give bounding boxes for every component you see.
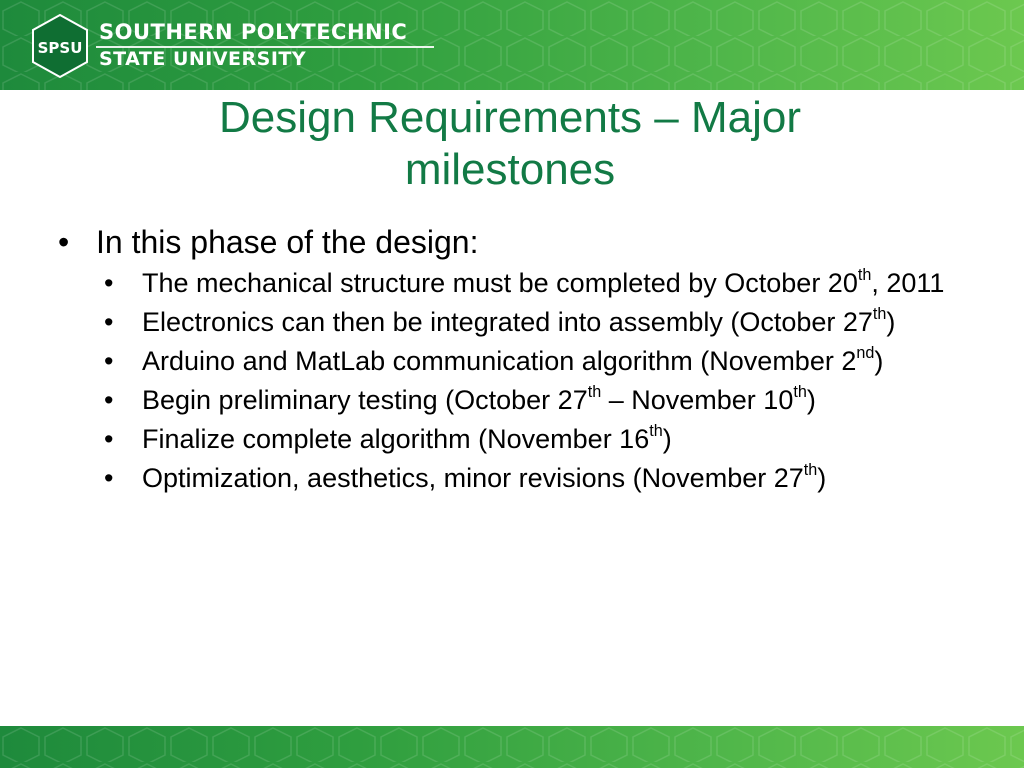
- milestone-text-part: ): [874, 346, 884, 376]
- main-bullet: [56, 222, 956, 262]
- milestone-list: [56, 264, 956, 497]
- footer-banner: [0, 726, 1024, 768]
- milestone-text-part: ): [806, 385, 816, 415]
- ordinal-suffix: th: [872, 304, 887, 323]
- milestone-text: [142, 265, 945, 298]
- hexagon-pattern-footer: [0, 726, 1024, 768]
- main-bullet-text: In this phase of the design:: [96, 224, 479, 260]
- milestone-text-part: Finalize complete algorithm (November 16: [142, 424, 650, 454]
- ordinal-suffix: nd: [856, 343, 875, 362]
- bullet-marker: •: [104, 463, 114, 493]
- milestone-item: [102, 381, 956, 419]
- slide-title-line1: Design Requirements – Major: [218, 93, 802, 142]
- milestone-item: [102, 342, 956, 380]
- milestone-text-part: , 2011: [871, 268, 945, 298]
- milestone-text: [142, 421, 672, 454]
- university-name-line2: STATE UNIVERSITY: [99, 48, 307, 70]
- milestone-text-part: ): [886, 307, 896, 337]
- bullet-marker: •: [58, 224, 70, 260]
- bullet-marker: •: [104, 385, 114, 415]
- ordinal-suffix: th: [587, 382, 602, 401]
- spsu-logo-icon: [28, 14, 92, 78]
- milestone-text: [142, 382, 816, 415]
- milestone-item: [102, 459, 956, 497]
- milestone-text-part: Optimization, aesthetics, minor revisions (November 27: [142, 463, 804, 493]
- slide-title-line2: milestones: [404, 145, 616, 194]
- milestone-text-part: Arduino and MatLab communication algorithm (November 2: [142, 346, 857, 376]
- milestone-text-part: ): [662, 424, 672, 454]
- milestone-text: [142, 460, 827, 493]
- logo-badge-text: SPSU: [37, 39, 83, 57]
- milestone-item: [102, 303, 956, 341]
- bullet-marker: •: [104, 307, 114, 337]
- ordinal-suffix: th: [649, 421, 663, 440]
- milestone-text-part: The mechanical structure must be completed by October 20: [142, 268, 858, 298]
- bullet-marker: •: [104, 346, 114, 376]
- ordinal-suffix: th: [857, 265, 872, 284]
- ordinal-suffix: th: [803, 460, 818, 479]
- milestone-text-part: Begin preliminary testing (October 27: [142, 385, 588, 415]
- milestone-text: [142, 343, 884, 376]
- bullet-marker: •: [104, 424, 114, 454]
- milestone-item: [102, 264, 956, 302]
- university-name-line1: SOUTHERN POLYTECHNIC: [99, 20, 408, 44]
- milestone-text-part: – November 10: [601, 385, 794, 415]
- university-name: [99, 20, 407, 70]
- header-banner: [0, 0, 1024, 90]
- milestone-text: [142, 304, 896, 337]
- milestone-text-part: ): [817, 463, 827, 493]
- slide-body: [56, 222, 956, 498]
- ordinal-suffix: th: [793, 382, 807, 401]
- milestone-item: [102, 420, 956, 458]
- slide-title: [150, 92, 870, 196]
- milestone-text-part: Electronics can then be integrated into assembly (October 27: [142, 307, 873, 337]
- bullet-marker: •: [104, 268, 114, 298]
